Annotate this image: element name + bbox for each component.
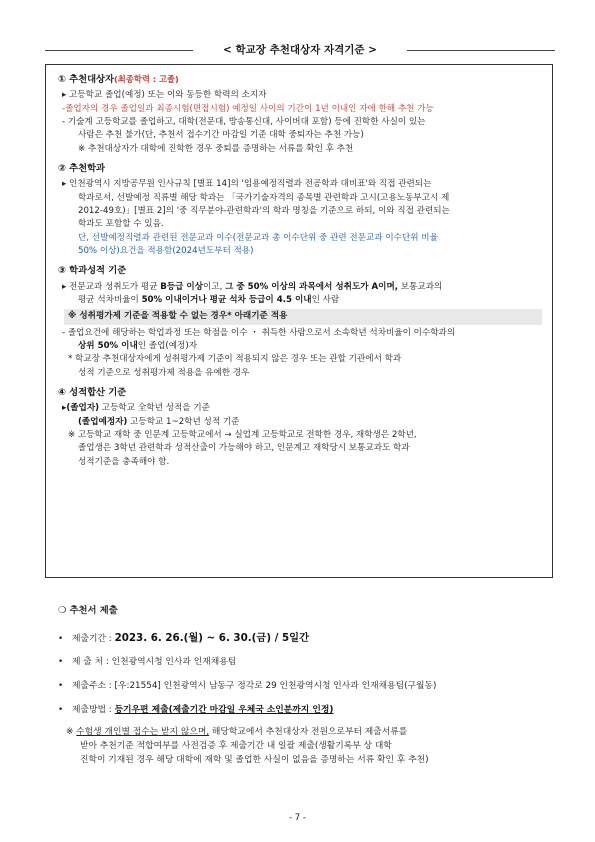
value: 제출주소 : [우:21554] 인천광역시 남동구 정각로 29 인천광역시청 인사과 인재채용팀(구월동) (72, 681, 437, 691)
section-recommendee (58, 73, 542, 156)
label: 제출기간 : (72, 634, 115, 644)
section-heading: ③ 학과성적 기준 (58, 265, 127, 277)
submission-place (58, 655, 558, 669)
text-line (58, 281, 542, 294)
section-heading: ② 추천학과 (58, 162, 106, 174)
label: 제출방법 : (72, 705, 115, 715)
note-line: ※ 추천대상자가 대학에 진학한 경우 중퇴를 증명하는 서류를 확인 후 추천 (78, 143, 354, 154)
text-span: 50% 이내이거나 평균 석차 등급이 (141, 294, 277, 305)
text-span: B등급 이상 (160, 281, 204, 292)
note-line: ※ 고등학교 재학 중 인문계 고등학교에서 → 실업계 고등학교로 전학한 경우, 재학생은 2학년, (68, 429, 417, 440)
section-heading: ① 추천대상자 (58, 74, 115, 85)
value: 제 출 처 : 인천광역시청 인사과 인재채용팀 (72, 657, 237, 667)
text-span: 상위 50% 이내 (78, 340, 138, 351)
note-line: 졸업생은 3학년 관련학과 성적산출이 가능해야 하고, 인문계고 재학당시 보통교과도 학과 (78, 443, 410, 454)
note-line: 성적 기준으로 성취평가제 적용을 유예한 경우 (78, 367, 250, 378)
note-line: 진학이 기재된 경우 해당 대학에 재학 및 졸업한 사실이 없음을 증명하는 서류 확인 후 추천) (80, 755, 429, 766)
text-span: (졸업예정자) (78, 416, 128, 427)
text-span: 고등학교 1~2학년 성적 기준 (127, 416, 240, 427)
text-line: 단, 선발예정직렬과 관련된 전문교과 이수(전문교과 총 이수단위 중 관련 전문교과 이수단위 비율 (78, 232, 438, 243)
note-line: * 학교장 추천대상자에게 성취평가제 기준이 적용되지 않은 경우 또는 관할 기관에서 학과 (68, 354, 402, 365)
text-span: 이내 (291, 294, 312, 305)
text-line: 학과로서, 선발예정 직류별 해당 학과는 「국가기술자격의 종목별 관련학과 고시(고용노동부고시 제 (78, 192, 450, 203)
text-line (58, 294, 542, 307)
text-span: 수험생 개인별 접수는 받지 않으며, (76, 727, 210, 737)
submission-heading: ❍ 추천서 제출 (58, 605, 118, 616)
text-span: 고등학교 全학년 성적을 기준 (99, 403, 210, 414)
text-span: ▸(졸업자) (62, 403, 100, 414)
submission-address (58, 679, 558, 693)
text-span: 이고, (203, 281, 226, 292)
section-department (58, 162, 542, 258)
text-line: ▸ 고등학교 졸업(예정) 또는 이와 동등한 학력의 소지자 (62, 90, 267, 101)
text-line: 2012-49호)」[별표 2]의 '중 직무분야-관련학과'의 학과 명칭을 기준으로 하되, 이와 직접 관련되는 (78, 206, 450, 216)
text-line: - 기술계 고등학교를 졸업하고, 대학(전문대, 방송통신대, 사이버대 포함) 등에 진학한 사실이 있는 (62, 117, 426, 128)
text-span: 평균 석차비율이 (78, 294, 142, 305)
section-grades (58, 264, 542, 380)
text-line: 학과도 포함할 수 있음. (78, 219, 164, 230)
note-line: 성적기준을 충족해야 함. (78, 456, 170, 467)
text-line: 50% 이상)요건을 적용함(2024년도부터 적용) (78, 245, 254, 256)
bullet-dot: • (58, 705, 64, 715)
text-span: ※ (66, 727, 77, 737)
education-note: (최종학력 : 고졸) (114, 74, 179, 84)
note-line: 받아 추천기준 적합여부를 사전검증 후 제출기간 내 일괄 제출(생활기록부 상 대학 (80, 741, 392, 752)
section-score-sum (58, 386, 542, 469)
text-span: 해당학교에서 추천대상자 전원으로부터 제출서류를 (209, 727, 408, 737)
submission-period (58, 630, 558, 646)
page-number: - 7 - (289, 813, 306, 823)
bullet-dot: • (58, 657, 64, 667)
text-line: - 졸업요건에 해당하는 학업과정 또는 학점을 이수 ・ 취득한 사람으로서 소속학년 석차비율이 이수학과의 (62, 327, 456, 338)
text-span: 인 사람 (311, 294, 340, 305)
text-span: ▸ 전문교과 성취도가 평균 (62, 281, 161, 292)
section-heading: ④ 성적합산 기준 (58, 386, 127, 398)
section-title: < 학교장 추천대상자 자격기준 > (223, 44, 377, 56)
bullet-dot: • (58, 634, 64, 644)
value: 등기우편 제출(제출기간 마감일 우체국 소인분까지 인정) (114, 705, 334, 715)
bullet-dot: • (58, 681, 64, 691)
text-line: 사람은 추천 불가(단, 추천서 접수기간 마감일 기준 대학 중퇴자는 추천 가능) (78, 130, 364, 141)
text-line: -졸업자의 경우 졸업일과 최종시험(면접시험) 예정일 사이의 기간이 1년 이내인 자에 한해 추천 가능 (62, 103, 434, 114)
submission-note (66, 725, 566, 767)
text-line: ▸ 인천광역시 지방공무원 인사규칙 [별표 14]의 '임용예정직렬과 전공학과 대비표'와 직접 관련되는 (62, 179, 432, 190)
value: 2023. 6. 26.(월) ~ 6. 30.(금) / 5일간 (114, 632, 310, 644)
text-line (58, 416, 542, 429)
text-span: 4.5 (276, 294, 292, 305)
text-span: 보통교과의 (398, 281, 443, 292)
highlight-bar: ※ 성취평가제 기준을 적용할 수 없는 경우* 아래기준 적용 (64, 309, 542, 324)
text-span: 인 졸업(예정)자 (137, 340, 198, 351)
note-line (66, 725, 566, 739)
text-span: 그 중 50% 이상의 과목에서 성취도가 A이며, (225, 281, 399, 292)
title-rule-right (407, 50, 555, 51)
submission-method (58, 703, 558, 717)
criteria-box (45, 64, 553, 578)
section-title-bar (45, 42, 555, 58)
text-line (58, 402, 542, 415)
text-line (58, 340, 542, 353)
